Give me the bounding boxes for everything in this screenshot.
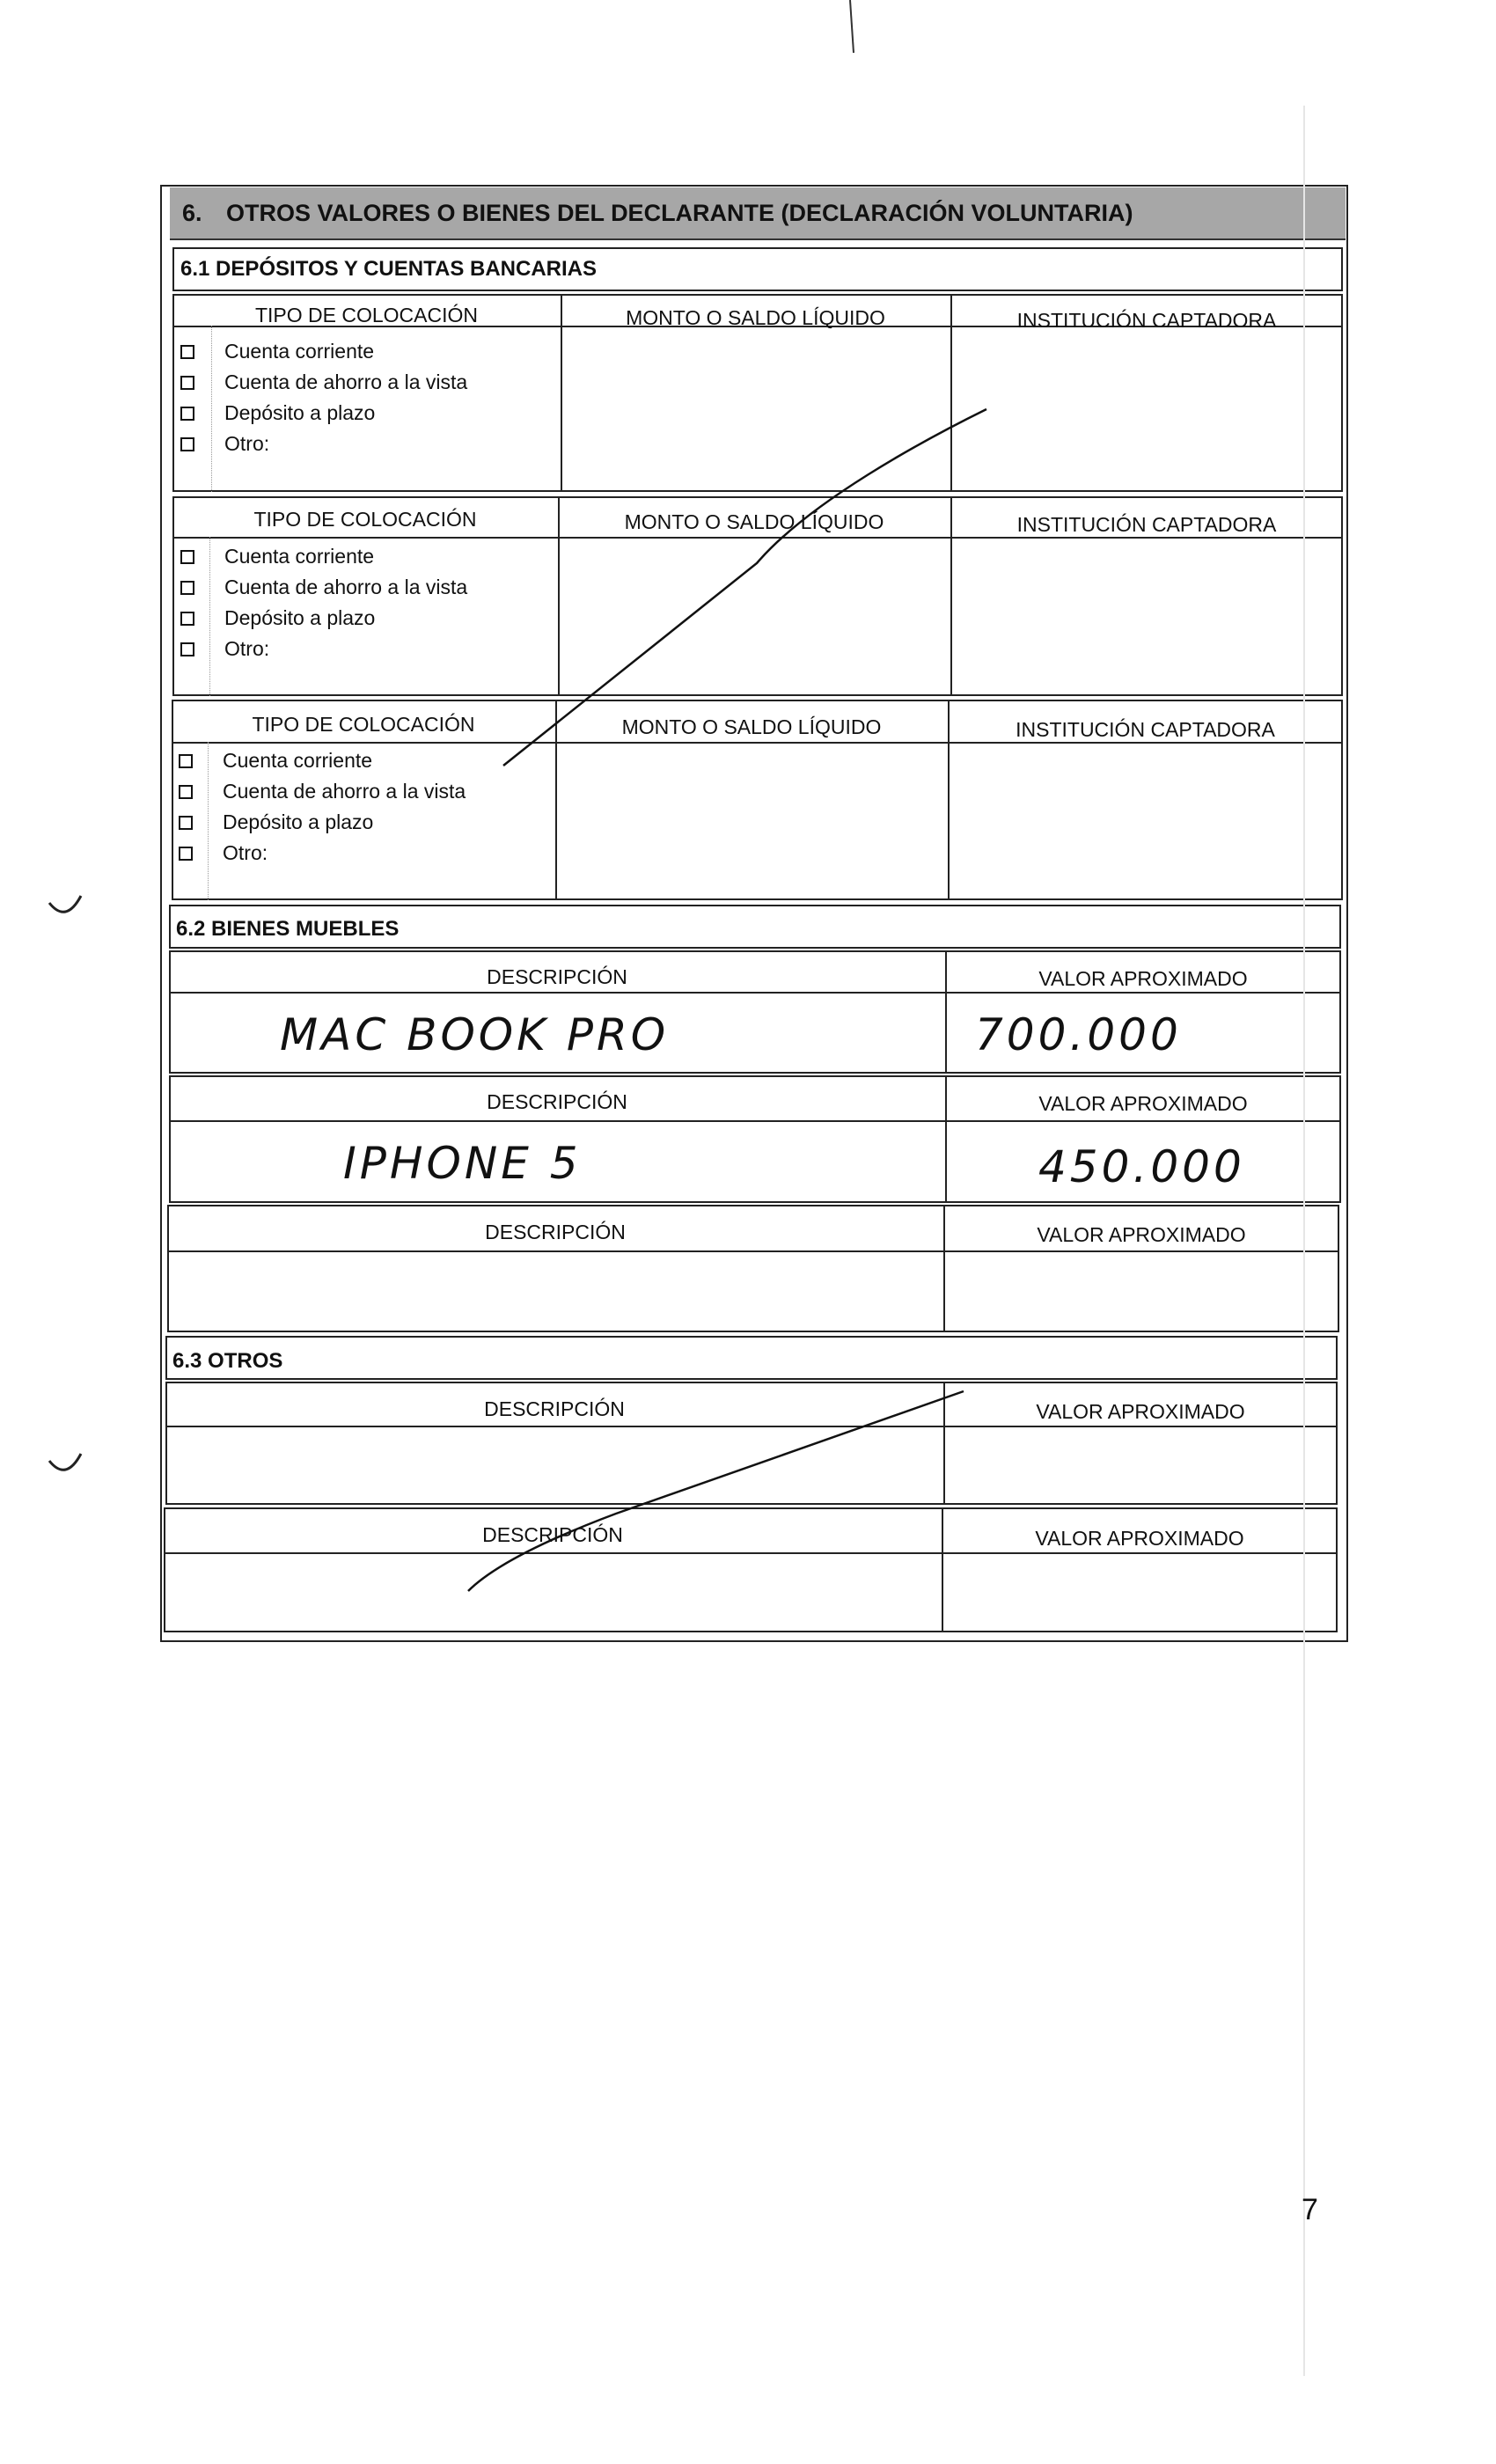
col-monto: MONTO O SALDO LÍQUIDO [626, 306, 885, 329]
option-cuenta-ahorro[interactable]: Cuenta de ahorro a la vista [180, 370, 467, 394]
item-valor[interactable]: 700.000 [975, 1009, 1182, 1060]
otros-title: 6.3 OTROS [172, 1349, 283, 1373]
col-valor: VALOR APROXIMADO [1037, 1223, 1246, 1246]
col-valor: VALOR APROXIMADO [1035, 1527, 1244, 1550]
col-descripcion: DESCRIPCIÓN [487, 1090, 627, 1113]
col-valor: VALOR APROXIMADO [1036, 1400, 1245, 1423]
col-institucion: INSTITUCIÓN CAPTADORA [1016, 718, 1275, 741]
bienes-title: 6.2 BIENES MUEBLES [176, 917, 400, 941]
col-descripcion: DESCRIPCIÓN [485, 1221, 626, 1243]
col-tipo: TIPO DE COLOCACIÓN [252, 713, 475, 736]
item-descripcion[interactable]: MAC BOOK PRO [280, 1009, 670, 1060]
col-descripcion: DESCRIPCIÓN [484, 1397, 625, 1420]
option-deposito-plazo[interactable]: Depósito a plazo [180, 401, 375, 425]
option-cuenta-ahorro[interactable]: Cuenta de ahorro a la vista [179, 780, 466, 803]
col-monto: MONTO O SALDO LÍQUIDO [621, 715, 882, 738]
option-cuenta-corriente[interactable]: Cuenta corriente [180, 340, 374, 363]
col-valor: VALOR APROXIMADO [1038, 1092, 1248, 1115]
col-institucion: INSTITUCIÓN CAPTADORA [1016, 513, 1277, 536]
section-title: OTROS VALORES O BIENES DEL DECLARANTE (DECLARACIÓN VOLUNTARIA) [226, 199, 1133, 226]
col-descripcion: DESCRIPCIÓN [482, 1523, 623, 1546]
col-institucion: INSTITUCIÓN CAPTADORA [1016, 309, 1277, 332]
option-deposito-plazo[interactable]: Depósito a plazo [180, 606, 375, 630]
option-deposito-plazo[interactable]: Depósito a plazo [179, 810, 373, 834]
col-valor: VALOR APROXIMADO [1038, 967, 1248, 990]
item-descripcion[interactable]: IPHONE 5 [343, 1138, 582, 1189]
option-cuenta-corriente[interactable]: Cuenta corriente [180, 545, 374, 568]
col-tipo: TIPO DE COLOCACIÓN [254, 304, 479, 326]
page-number: 7 [1302, 2193, 1318, 2226]
col-monto: MONTO O SALDO LÍQUIDO [624, 510, 884, 533]
col-tipo: TIPO DE COLOCACIÓN [253, 508, 477, 531]
option-cuenta-corriente[interactable]: Cuenta corriente [179, 749, 372, 773]
deposits-title: 6.1 DEPÓSITOS Y CUENTAS BANCARIAS [180, 257, 597, 281]
col-descripcion: DESCRIPCIÓN [487, 965, 627, 988]
item-valor[interactable]: 450.000 [1038, 1141, 1245, 1192]
option-cuenta-ahorro[interactable]: Cuenta de ahorro a la vista [180, 576, 467, 599]
option-otro[interactable]: Otro: [180, 432, 269, 456]
option-otro[interactable]: Otro: [179, 841, 268, 865]
section-number: 6. [182, 199, 202, 226]
option-otro[interactable]: Otro: [180, 637, 269, 661]
